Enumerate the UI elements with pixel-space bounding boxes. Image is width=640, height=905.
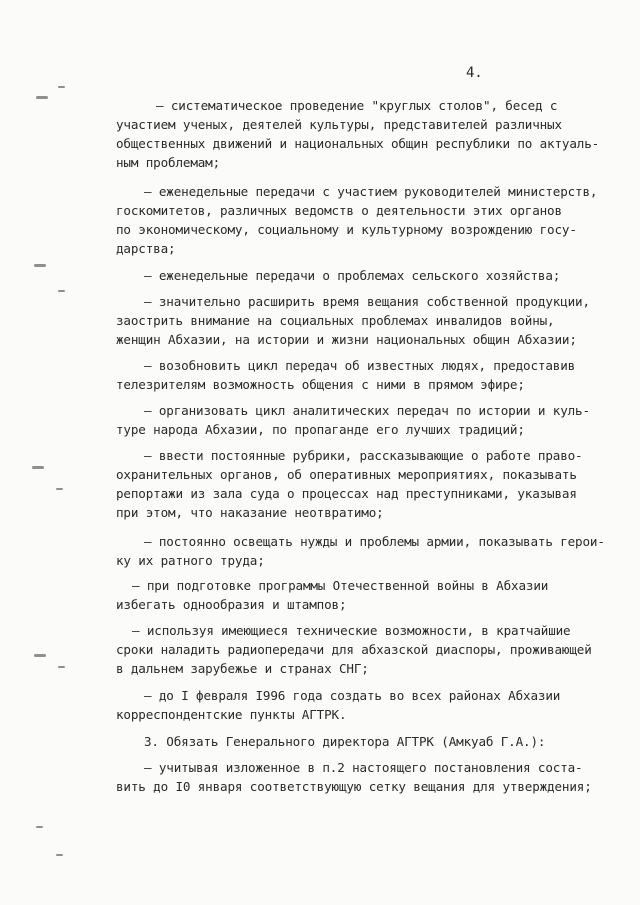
text-line: избегать однообразия и штампов; bbox=[116, 597, 347, 612]
paragraph-agriculture bbox=[116, 266, 616, 285]
text-line: ным проблемам; bbox=[116, 155, 221, 170]
paragraph-round-tables bbox=[116, 96, 616, 172]
text-line: госкомитетов, различных ведомств о деятельности этих органов bbox=[116, 203, 562, 218]
text-line: – возобновить цикл передач об известных людях, предоставив bbox=[144, 358, 576, 373]
text-line: – постоянно освещать нужды и проблемы армии, показывать герои- bbox=[144, 534, 605, 549]
text-line: – еженедельные передачи с участием руководителей министерств, bbox=[144, 184, 598, 199]
text-line: дарства; bbox=[116, 241, 176, 256]
text-line: телезрителям возможность общения с ними в прямом эфире; bbox=[116, 377, 525, 392]
text-line: – используя имеющиеся технические возможности, в кратчайшие bbox=[132, 623, 571, 638]
text-line: 3. Обязать Генерального директора АГТРК (Амкуаб Г.А.): bbox=[144, 734, 546, 749]
paragraph-weekly-ministries bbox=[116, 182, 616, 258]
paragraph-oblige-director bbox=[116, 732, 616, 751]
margin-mark bbox=[58, 666, 65, 668]
text-line: – учитывая изложенное в п.2 настоящего постановления соста- bbox=[144, 760, 583, 775]
margin-mark bbox=[36, 826, 43, 828]
text-line: по экономическому, социальному и культурному возрождению госу- bbox=[116, 222, 577, 237]
margin-mark bbox=[56, 488, 63, 490]
text-line: в дальнем зарубежье и странах СНГ; bbox=[116, 661, 369, 676]
margin-mark bbox=[58, 290, 65, 292]
text-line: ку их ратного труда; bbox=[116, 553, 265, 568]
text-line: сроки наладить радиопередачи для абхазской диаспоры, проживающей bbox=[116, 642, 592, 657]
paragraph-law-enforcement bbox=[116, 446, 616, 522]
margin-mark bbox=[34, 264, 46, 267]
paragraph-broadcast-time bbox=[116, 292, 616, 349]
text-line: – организовать цикл аналитических передач по истории и куль- bbox=[144, 403, 590, 418]
paragraph-broadcast-grid bbox=[116, 758, 616, 796]
text-line: при этом, что наказание неотвратимо; bbox=[116, 505, 384, 520]
paragraph-history-cycle bbox=[116, 401, 616, 439]
text-line: – до I февраля I996 года создать во всех районах Абхазии bbox=[144, 688, 561, 703]
paragraph-famous-people bbox=[116, 356, 616, 394]
text-line: общественных движений и национальных общин республики по актуаль- bbox=[116, 136, 600, 151]
paragraph-diaspora-radio bbox=[116, 621, 616, 678]
text-line: – ввести постоянные рубрики, рассказывающие о работе право- bbox=[144, 448, 583, 463]
text-line: репортажи из зала суда о процессах над преступниками, указывая bbox=[116, 486, 577, 501]
text-line: корреспондентские пункты АГТРК. bbox=[116, 707, 347, 722]
margin-mark bbox=[56, 854, 63, 856]
text-line: участием ученых, деятелей культуры, представителей различных bbox=[116, 117, 562, 132]
margin-mark bbox=[36, 96, 48, 99]
text-line: – значительно расширить время вещания собственной продукции, bbox=[144, 294, 590, 309]
text-line: – систематическое проведение "круглых столов", бесед с bbox=[156, 98, 558, 113]
page-number: 4. bbox=[466, 65, 483, 81]
margin-mark bbox=[58, 86, 65, 88]
margin-mark bbox=[32, 466, 44, 469]
text-line: заострить внимание на социальных проблемах инвалидов войны, bbox=[116, 313, 555, 328]
margin-mark bbox=[34, 654, 46, 657]
paragraph-army bbox=[116, 532, 616, 570]
paragraph-war-program bbox=[116, 576, 616, 614]
text-line: туре народа Абхазии, по пропаганде его лучших традиций; bbox=[116, 422, 525, 437]
text-line: – еженедельные передачи о проблемах сельского хозяйства; bbox=[144, 268, 561, 283]
paragraph-correspondent-points bbox=[116, 686, 616, 724]
text-line: – при подготовке программы Отечественной войны в Абхазии bbox=[132, 578, 549, 593]
text-line: вить до I0 января соответствующую сетку вещания для утверждения; bbox=[116, 779, 592, 794]
text-line: охранительных органов, об оперативных мероприятиях, показывать bbox=[116, 467, 577, 482]
text-line: женщин Абхазии, на истории и жизни национальных общин Абхазии; bbox=[116, 332, 577, 347]
